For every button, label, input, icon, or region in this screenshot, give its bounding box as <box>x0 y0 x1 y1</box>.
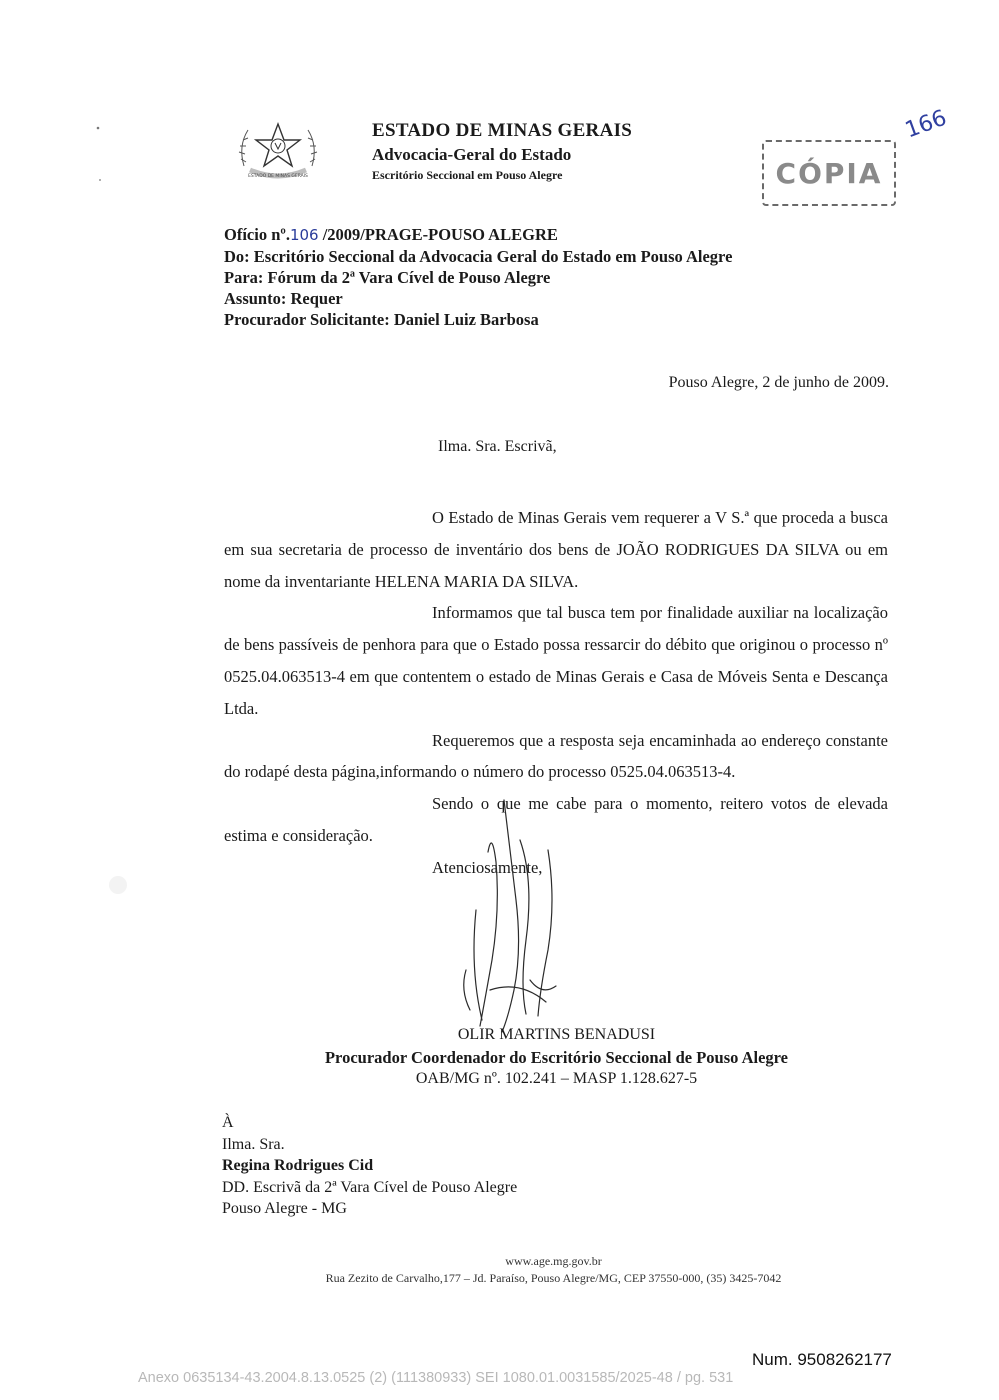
paragraph: O Estado de Minas Gerais vem requerer a V S.ª que proceda a busca em sua secretaria de processo de inventário dos bens de JOÃO RODRIGUES DA SILVA ou em nome da inventariante HELENA MARIA DA SILVA. <box>224 508 888 591</box>
annex-reference: Anexo 0635134-43.2004.8.13.0525 (2) (111380933) SEI 1080.01.0031585/2025-48 / pg. 531 <box>138 1370 734 1386</box>
oficio-block <box>224 224 732 330</box>
header-agency: Advocacia-Geral do Estado <box>372 145 572 164</box>
addressee-salutation: Ilma. Sra. <box>222 1135 285 1153</box>
signatory-name: OLIR MARTINS BENADUSI <box>457 1026 656 1043</box>
oficio-from: Do: Escritório Seccional da Advocacia Geral do Estado em Pouso Alegre <box>224 247 733 266</box>
greeting: Ilma. Sra. Escrivã, <box>438 438 557 455</box>
addressee-block <box>222 1112 517 1220</box>
addressee-name: Regina Rodrigues Cid <box>222 1157 374 1174</box>
copia-stamp <box>762 140 896 206</box>
footer-website: www.age.mg.gov.br <box>505 1254 602 1268</box>
oficio-requester: Procurador Solicitante: Daniel Luiz Barbosa <box>224 310 539 329</box>
addressee-to: À <box>222 1114 234 1131</box>
handwritten-page-number: 166 <box>901 105 951 144</box>
paragraph: Requeremos que a resposta seja encaminhada ao endereço constante do rodapé desta página,informando o número do processo 0525.04.063513-4. <box>224 730 888 782</box>
oficio-subject: Assunto: Requer <box>224 289 343 308</box>
paragraph: Sendo o que me cabe para o momento, reitero votos de elevada estima e consideração. <box>224 794 888 845</box>
closing: Atenciosamente, <box>432 857 543 877</box>
copia-stamp-text: CÓPIA <box>775 156 883 190</box>
paragraph: Informamos que tal busca tem por finalidade auxiliar na localização de bens passíveis de penhora para que o Estado possa ressarcir do débito que originou o processo nº 0525.04.063513-4 em que contentem o estado de Minas Gerais e Casa de Móveis Senta e Descança Ltda. <box>224 603 888 718</box>
signatory-title: Procurador Coordenador do Escritório Seccional de Pouso Alegre <box>324 1048 789 1067</box>
oficio-number-line: Ofício nº.106 /2009/PRAGE-POUSO ALEGRE <box>224 225 558 244</box>
header-office: Escritório Seccional em Pouso Alegre <box>372 168 563 182</box>
handwritten-signature <box>430 790 600 1050</box>
seal-text: ESTADO DE MINAS GERAIS <box>248 174 308 179</box>
signatory-registration: OAB/MG nº. 102.241 – MASP 1.128.627-5 <box>415 1070 698 1087</box>
state-seal-emblem <box>234 116 322 186</box>
header-state: ESTADO DE MINAS GERAIS <box>372 120 633 141</box>
addressee-city: Pouso Alegre - MG <box>222 1200 347 1217</box>
addressee-role: DD. Escrivã da 2ª Vara Cível de Pouso Alegre <box>222 1178 518 1196</box>
document-number: Num. 9508262177 <box>752 1350 892 1369</box>
footer-address: Rua Zezito de Carvalho,177 – Jd. Paraíso, Pouso Alegre/MG, CEP 37550-000, (35) 3425-7042 <box>325 1271 782 1285</box>
oficio-to: Para: Fórum da 2ª Vara Cível de Pouso Alegre <box>224 268 551 287</box>
date-line: Pouso Alegre, 2 de junho de 2009. <box>668 374 889 391</box>
oficio-handwritten-number: 106 <box>289 226 319 244</box>
